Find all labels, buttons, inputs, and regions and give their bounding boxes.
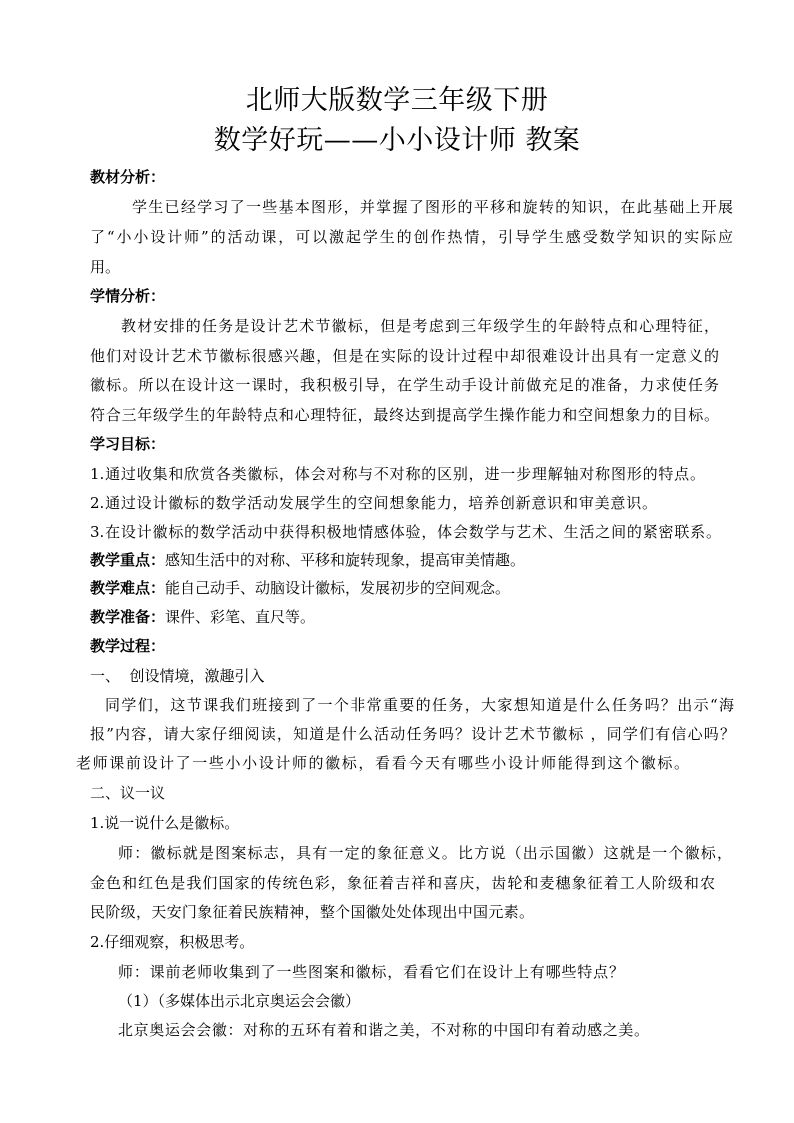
item-1-title: （1）（多媒体出示北京奥运会会徽） [118,992,361,1010]
key-point-text: 感知生活中的对称、平移和旋转现象，提高审美情趣。 [165,551,526,569]
subsection-1-line-1: 师：徽标就是图案标志，具有一定的象征意义。比方说（出示国徽）这就是一个徽标， [118,844,732,862]
difficulty-label: 教学难点： [90,579,166,597]
preparation-label: 教学准备： [90,608,166,626]
subsection-1-line-2: 金色和红色是我们国家的传统色彩，象征着吉祥和喜庆，齿轮和麦穗象征着工人阶级和农 [90,874,715,892]
subsection-1-title: 1.说一说什么是徽标。 [90,814,240,832]
material-analysis-heading: 教材分析： [90,168,166,186]
section-1-line-3: 老师课前设计了一些小小设计师的徽标，看看今天有哪些小设计师能得到这个徽标。 [76,754,689,772]
objective-item-1: 1.通过收集和欣赏各类徽标，体会对称与不对称的区别，进一步理解轴对称图形的特点。 [90,465,705,483]
material-analysis-line-3: 用。 [90,258,121,276]
material-analysis-line-1: 学生已经学习了一些基本图形，并掌握了图形的平移和旋转的知识，在此基础上开展 [132,198,733,216]
subsection-2-title: 2.仔细观察，积极思考。 [90,933,255,951]
student-analysis-line-3: 徽标。所以在设计这一课时，我积极引导，在学生动手设计前做充足的准备，力求使任务 [90,376,719,394]
section-2-title: 二、议一议 [90,784,166,802]
key-point-row [90,550,525,570]
process-heading: 教学过程： [90,637,166,655]
section-1-line-1: 同学们，这节课我们班接到了一个非常重要的任务，大家想知道是什么任务吗？出示“海 [105,696,734,714]
student-analysis-line-1: 教材安排的任务是设计艺术节徽标，但是考虑到三年级学生的年龄特点和心理特征， [121,317,719,335]
material-analysis-line-2: 了“小小设计师”的活动课，可以激起学生的创作热情，引导学生感受数学知识的实际应 [90,228,733,246]
preparation-text: 课件、彩笔、直尺等。 [165,608,316,626]
difficulty-row [90,578,510,598]
objective-item-3: 3.在设计徽标的数学活动中获得积极地情感体验，体会数学与艺术、生活之间的紧密联系。 [90,523,721,541]
subsection-2-line: 师：课前老师收集到了一些图案和徽标，看看它们在设计上有哪些特点？ [118,963,624,981]
student-analysis-heading: 学情分析： [90,287,166,305]
preparation-row [90,607,315,627]
section-1-title: 一、 创设情境，激趣引入 [90,667,265,685]
difficulty-text: 能自己动手、动脑设计徽标，发展初步的空间观念。 [165,579,511,597]
key-point-label: 教学重点： [90,551,166,569]
student-analysis-line-2: 他们对设计艺术节徽标很感兴趣，但是在实际的设计过程中却很难设计出具有一定意义的 [90,347,719,365]
section-1-line-2: 报”内容，请大家仔细阅读，知道是什么活动任务吗？设计艺术节徽标 ，同学们有信心吗？ [90,725,735,743]
objective-item-2: 2.通过设计徽标的数学活动发展学生的空间想象能力，培养创新意识和审美意识。 [90,494,657,512]
document-subtitle: 数学好玩——小小设计师 教案 [213,125,581,156]
student-analysis-line-4: 符合三年级学生的年龄特点和心理特征，最终达到提高学生操作能力和空间想象力的目标。 [90,406,719,424]
objectives-heading: 学习目标： [90,435,166,453]
item-1-line: 北京奥运会会徽：对称的五环有着和谐之美，不对称的中国印有着动感之美。 [118,1021,649,1039]
subsection-1-line-3: 民阶级，天安门象征着民族精神，整个国徽处处体现出中国元素。 [90,903,534,921]
document-title: 北师大版数学三年级下册 [245,85,549,116]
